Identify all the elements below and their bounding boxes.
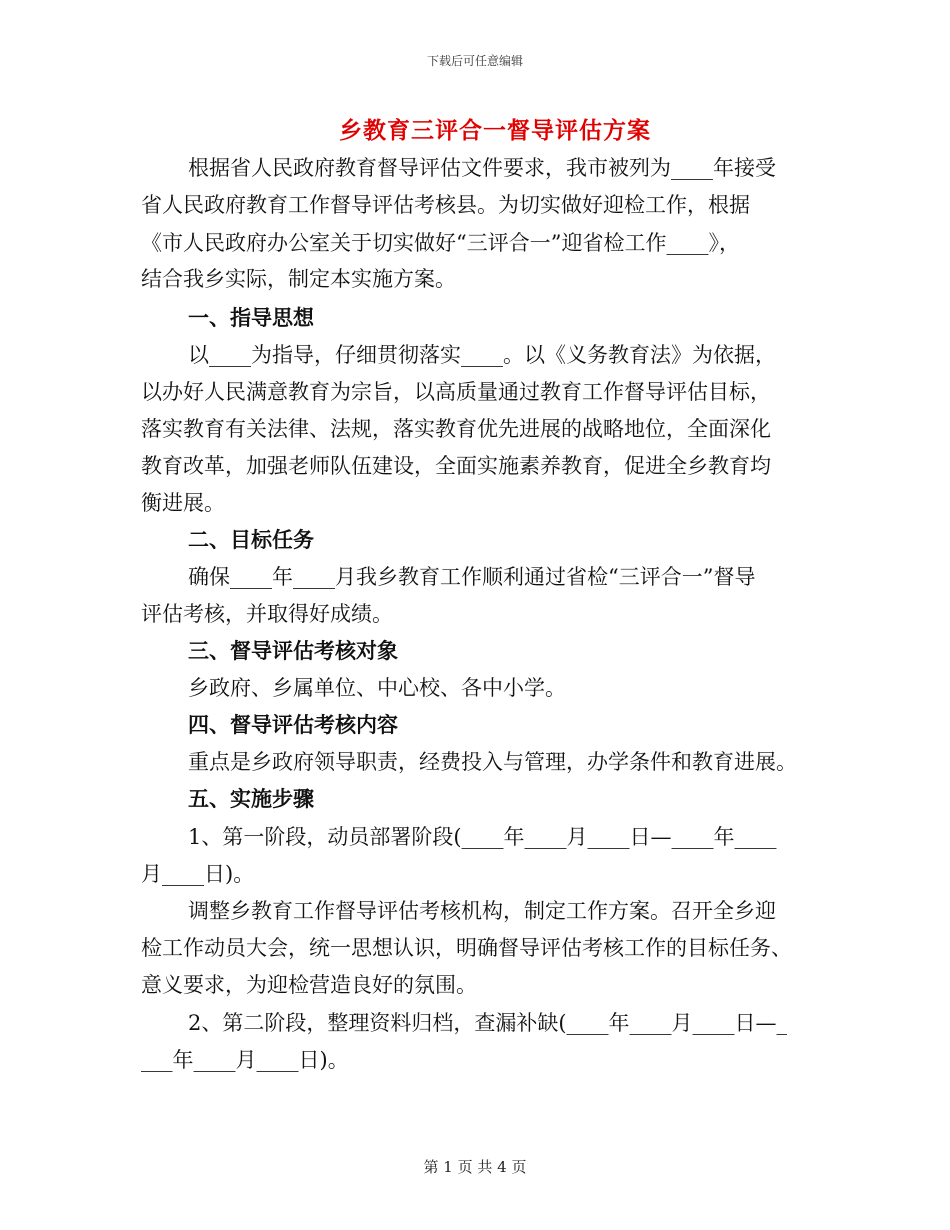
body-line: 月____日)。 [141, 862, 255, 886]
body-line: ___年____月____日)。 [141, 1048, 349, 1072]
body-line: 1、第一阶段，动员部署阶段(____年____月____日—____年____ [188, 825, 777, 849]
page-header: 下载后可任意编辑 [426, 54, 523, 68]
body-line: 教育改革，加强老师队伍建设，全面实施素养教育，促进全乡教育均 [141, 454, 771, 478]
body-line: 调整乡教育工作督导评估考核机构，制定工作方案。召开全乡迎 [188, 899, 776, 923]
body-line: 意义要求，为迎检营造良好的氛围。 [141, 973, 477, 997]
body-line: 2、第二阶段，整理资料归档，查漏补缺(____年____月____日—_ [188, 1011, 788, 1035]
body-line: 重点是乡政府领导职责，经费投入与管理，办学条件和教育进展。 [188, 750, 797, 774]
body-line: 落实教育有关法律、法规，落实教育优先进展的战略地位，全面深化 [141, 417, 771, 441]
section-heading: 三、督导评估考核对象 [188, 638, 398, 663]
body-line: 确保____年____月我乡教育工作顺利通过省检“三评合一”督导 [188, 565, 756, 589]
body-line: 衡进展。 [141, 491, 225, 515]
body-line: 以办好人民满意教育为宗旨，以高质量通过教育工作督导评估目标， [141, 380, 771, 404]
body-line: 结合我乡实际，制定本实施方案。 [141, 267, 456, 291]
body-line: 评估考核，并取得好成绩。 [141, 602, 393, 626]
body-line: 检工作动员大会，统一思想认识，明确督导评估考核工作的目标任务、 [141, 936, 792, 960]
body-line: 《市人民政府办公室关于切实做好“三评合一”迎省检工作____》， [141, 231, 740, 255]
body-line: 以____为指导，仔细贯彻落实____。以《义务教育法》为依据， [188, 343, 776, 367]
body-line: 乡政府、乡属单位、中心校、各中小学。 [188, 676, 566, 700]
body-line: 省人民政府教育工作督导评估考核县。为切实做好迎检工作，根据 [141, 193, 750, 217]
section-heading: 五、实施步骤 [188, 786, 314, 811]
document-title: 乡教育三评合一督导评估方案 [339, 117, 651, 144]
section-heading: 四、督导评估考核内容 [188, 712, 398, 737]
section-heading: 二、目标任务 [188, 527, 314, 552]
page-footer: 第 1 页 共 4 页 [423, 1158, 527, 1176]
body-line: 根据省人民政府教育督导评估文件要求，我市被列为____年接受 [188, 156, 776, 180]
section-heading: 一、指导思想 [188, 305, 314, 330]
